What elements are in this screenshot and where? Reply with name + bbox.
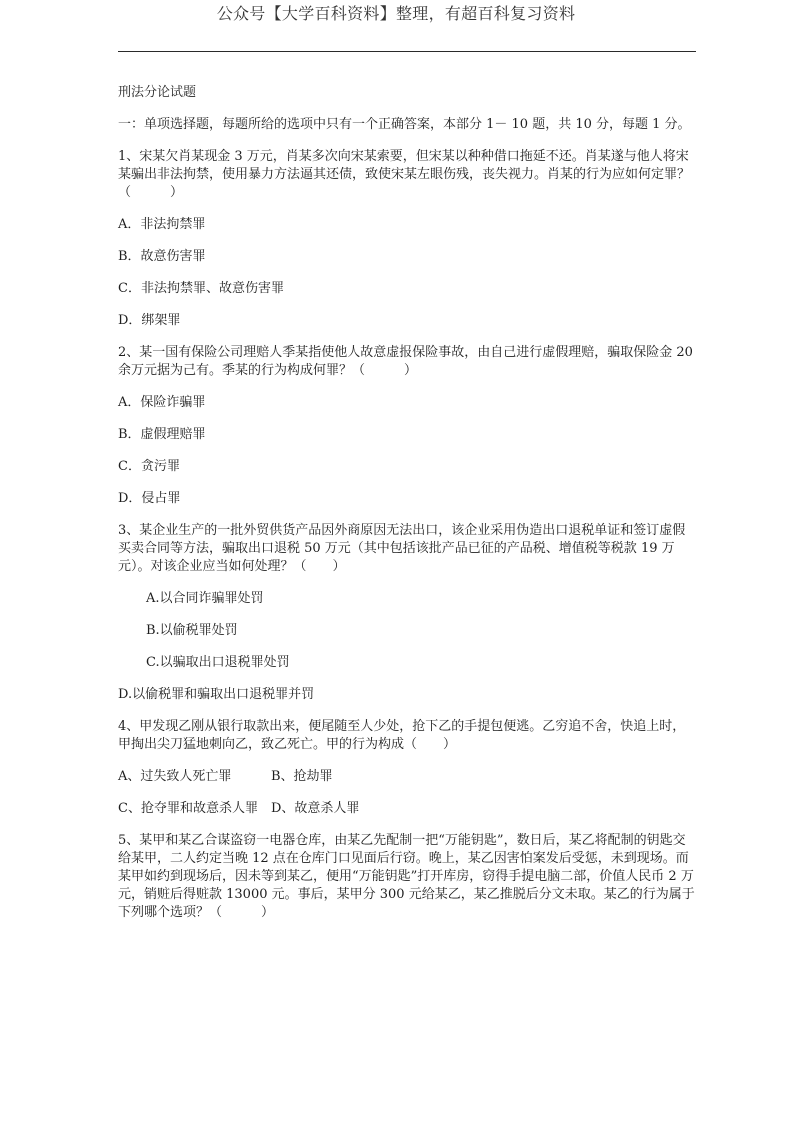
question-4: 4、甲发现乙刚从银行取款出来，便尾随至人少处，抢下乙的手提包便逃。乙穷追不舍，快追上时，甲掏出尖刀猛地刺向乙，致乙死亡。甲的行为构成（ ）	[118, 719, 686, 752]
question-1-option-a: A．非法拘禁罪	[118, 217, 206, 232]
question-3-option-d: D.以偷税罪和骗取出口退税罪并罚	[118, 687, 315, 702]
document-body	[118, 84, 698, 936]
question-1: 1、宋某欠肖某现金 3 万元，肖某多次向宋某索要，但宋某以种种借口拖延不还。肖某遂与他人将宋某骗出非法拘禁，使用暴力方法逼其还债，致使宋某左眼伤残，丧失视力。肖某的行为应如何定罪？（ ）	[118, 149, 691, 200]
question-1-option-b: B．故意伤害罪	[118, 249, 206, 264]
section-heading: 一：单项选择题，每题所给的选项中只有一个正确答案，本部分 1－ 10 题，共 10 分，每题 1 分。	[118, 117, 691, 132]
question-4-option-b: B、抢劫罪	[271, 769, 333, 784]
document-title: 刑法分论试题	[118, 85, 197, 100]
question-4-option-c: C、抢夺罪和故意杀人罪	[118, 801, 258, 816]
question-3-option-a: A.以合同诈骗罪处罚	[146, 591, 264, 606]
question-4-option-d: D、故意杀人罪	[271, 801, 360, 816]
question-2: 2、某一国有保险公司理赔人季某指使他人故意虚报保险事故，由自己进行虚假理赔，骗取保险金 20 余万元据为己有。季某的行为构成何罪？（ ）	[118, 345, 693, 378]
question-1-option-d: D．绑架罪	[118, 313, 181, 328]
question-3: 3、某企业生产的一批外贸供货产品因外商原因无法出口，该企业采用伪造出口退税单证和签订虚假买卖合同等方法，骗取出口退税 50 万元（其中包括该批产品已征的产品税、增值税等税款 19 万元）。对该企业应当如何处理？（ ）	[118, 523, 686, 574]
question-3-option-b: B.以偷税罪处罚	[146, 623, 238, 638]
question-5: 5、某甲和某乙合谋盗窃一电器仓库，由某乙先配制一把“万能钥匙”，数日后，某乙将配制的钥匙交给某甲，二人约定当晚 12 点在仓库门口见面后行窃。晚上，某乙因害怕案发后受惩，未到现场。而某甲如约到现场后，因未等到某乙，便用“万能钥匙”打开库房，窃得手提电脑二部，价值人民币 2 万元，销赃后得赃款 13000 元。事后，某甲分 300 元给某乙，某乙推脱后分文未取。某乙的行为属于下列哪个选项？（ ）	[118, 833, 695, 920]
question-2-option-b: B．虚假理赔罪	[118, 427, 206, 442]
question-4-option-a: A、过失致人死亡罪	[118, 769, 232, 784]
page-header: 公众号【大学百科资料】整理，有超百科复习资料	[216, 4, 576, 23]
question-3-option-c: C.以骗取出口退税罪处罚	[146, 655, 290, 670]
question-2-option-c: C．贪污罪	[118, 459, 180, 474]
question-1-option-c: C．非法拘禁罪、故意伤害罪	[118, 281, 284, 296]
header-divider	[118, 51, 696, 52]
question-4-options-row-1	[118, 768, 698, 786]
question-2-option-d: D．侵占罪	[118, 491, 181, 506]
question-2-option-a: A．保险诈骗罪	[118, 395, 206, 410]
question-4-options-row-2	[118, 800, 698, 818]
